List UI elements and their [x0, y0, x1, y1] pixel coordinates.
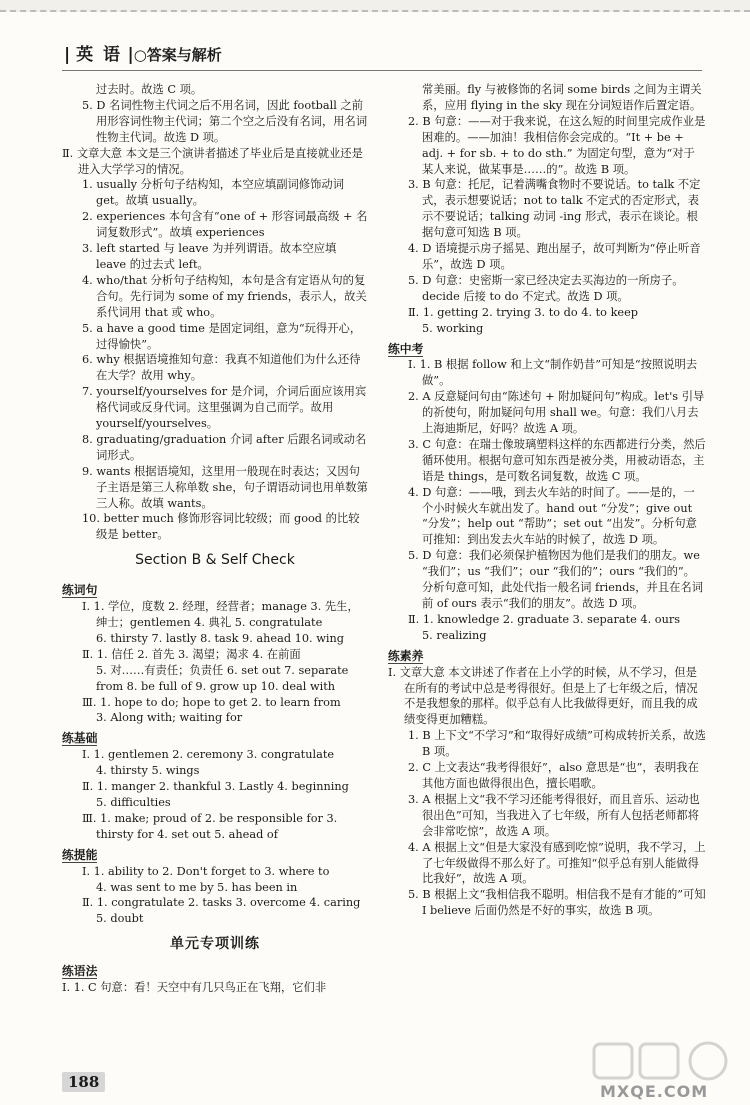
- left-column-line: 4. was sent to me by 5. has been in: [96, 880, 298, 894]
- right-column: [388, 82, 706, 919]
- left-column-line: Ⅰ. 1. 学位，度数 2. 经理，经营者；manage 3. 先生，绅士；gentlemen 4. 典礼 5. congratulate: [82, 600, 359, 629]
- left-column-line: Ⅰ. 1. ability to 2. Don't forget to 3. where to: [82, 864, 330, 878]
- right-column-line: 1. B 上下文“不学习”和“取得好成绩”可构成转折关系，故选 B 项。: [408, 729, 706, 759]
- right-column-line: 3. A 根据上文“我不学习还能考得很好，而且音乐、运动也很出色”可知，当我进入了七年级，所有人包括老师都将会非常吃惊”，故选 A 项。: [408, 792, 700, 838]
- right-column-line: 5. D 句意：我们必须保护植物因为他们是我们的朋友。we “我们”；us “我们”；our “我们的”；ours “我们的”。分析句意可知，此处代指一般名词 friends，并且在名词前 of ours 表示“我们的朋友”。故选 D 项。: [408, 549, 704, 610]
- right-column-line: 5. B 根据上文“我相信我不聪明。相信我不是有才能的”可知 I believe 后面仍然是不好的事实，故选 B 项。: [408, 888, 706, 918]
- header-rule: [62, 70, 702, 71]
- left-column-line: 练提能: [62, 847, 98, 862]
- left-column-line: Ⅱ. 1. congratulate 2. tasks 3. overcome 4. caring: [82, 896, 361, 910]
- left-column-line: Section B & Self Check: [135, 552, 295, 569]
- page-number: 188: [62, 1072, 105, 1092]
- right-column-line: Ⅱ. 1. knowledge 2. graduate 3. separate 4. ours: [408, 612, 681, 626]
- right-column-line: 5. working: [422, 321, 484, 335]
- right-column-line: 练素养: [388, 648, 424, 663]
- subsection-heading: [62, 578, 368, 599]
- left-column-line: 4. thirsty 5. wings: [96, 764, 200, 778]
- watermark-site: MXQE.COM: [600, 1082, 709, 1101]
- left-column-line: 单元专项训练: [170, 936, 260, 953]
- left-column-line: 4. who/that 分析句子结构知，本句是含有定语从句的复合句。先行词为 some of my friends，表示人，故关系代词用 that 或 who。: [82, 273, 367, 319]
- subsection-heading: [62, 843, 368, 864]
- left-column-line: 6. why 根据语境推知句意：我真不知道他们为什么还待在大学？故用 why。: [82, 353, 361, 383]
- left-column-line: Ⅱ. 1. manger 2. thankful 3. Lastly 4. beginning: [82, 780, 349, 794]
- right-column-line: 4. A 根据上文“但是大家没有感到吃惊”说明，我不学习，上了七年级做得不那么好了。可推知“似乎总有别人能做得比我好”，故选 A 项。: [408, 840, 706, 886]
- left-column-line: Ⅱ. 1. 信任 2. 首先 3. 渴望；渴求 4. 在前面: [82, 647, 301, 661]
- left-column: [62, 82, 368, 996]
- left-column-line: Ⅰ. 1. gentlemen 2. ceremony 3. congratulate: [82, 748, 335, 762]
- right-column-line: 4. D 句意：——哦，到去火车站的时间了。——是的，一个小时候火车就出发了。hand out “分发”；give out “分发”；help out “帮助”；set out “出发”。分析句意可推知：到出发去火车站的时候了，故选 D 项。: [408, 485, 697, 547]
- right-column-line: Ⅰ. 1. B 根据 follow 和上文“制作奶昔”可知是“按照说明去做”。: [408, 358, 698, 388]
- left-column-line: 过去时。故选 C 项。: [96, 83, 203, 96]
- running-header: | 英 语 |○答案与解析: [64, 45, 222, 65]
- section-label: 答案与解析: [146, 46, 222, 64]
- right-column-line: Ⅰ. 文章大意 本文讲述了作者在上小学的时候，从不学习，但是在所有的考试中总是考得很好。但是上了七年级之后，情况不是我想象的那样。似乎总有人比我做得更好，而且我的成绩变得更加糟糕。: [388, 665, 698, 727]
- left-column-line: 10. better much 修饰形容词比较级；而 good 的比较级是 better。: [82, 512, 360, 542]
- subsection-heading: [388, 337, 706, 358]
- left-column-line: 8. graduating/graduation 介词 after 后跟名词或动名词形式。: [82, 432, 367, 462]
- left-column-line: 练语法: [62, 964, 98, 979]
- right-column-line: 练中考: [388, 341, 424, 356]
- subsection-heading: [388, 644, 706, 665]
- left-column-line: Ⅲ. 1. hope to do; hope to get 2. to learn from: [82, 695, 341, 709]
- right-column-line: 常美丽。fly 与被修饰的名词 some birds 之间为主谓关系，应用 flying in the sky 现在分词短语作后置定语。: [422, 83, 702, 112]
- left-column-line: 5. difficulties: [96, 795, 171, 809]
- left-column-line: 7. yourself/yourselves for 是介词，介词后面应该用宾格代词或反身代词。这里强调为自己而学。故用 yourself/yourselves。: [82, 385, 367, 431]
- subject-label: 英 语: [76, 45, 123, 65]
- left-column-line: 9. wants 根据语境知，这里用一般现在时表达；又因句子主语是第三人称单数 she，句子谓语动词也用单数第三人称。故填 wants。: [82, 464, 368, 510]
- right-column-line: 2. A 反意疑问句由“陈述句 + 附加疑问句”构成。let's 引导的祈使句，附加疑问句用 shall we。句意：我们八月去上海迪斯尼，好吗？故选 A 项。: [408, 390, 705, 436]
- left-column-line: 5. 对……有责任；负责任 6. set out 7. separate from 8. be full of 9. grow up 10. deal with: [96, 663, 349, 693]
- left-column-line: 2. experiences 本句含有“one of + 形容词最高级 + 名词复数形式”。故填 experiences: [82, 210, 368, 240]
- subsection-heading: [62, 726, 368, 747]
- right-column-line: 5. realizing: [422, 628, 487, 642]
- right-column-line: Ⅱ. 1. getting 2. trying 3. to do 4. to keep: [408, 305, 639, 319]
- left-column-line: Ⅱ. 文章大意 本文是三个演讲者描述了毕业后是直接就业还是进入大学学习的情况。: [62, 146, 363, 176]
- left-column-line: 6. thirsty 7. lastly 8. task 9. ahead 10. wing: [96, 631, 344, 645]
- left-column-line: Ⅲ. 1. make; proud of 2. be responsible for 3. thirsty for 4. set out 5. ahead of: [82, 811, 338, 841]
- left-column-line: 练词句: [62, 583, 98, 598]
- left-column-line: 5. a have a good time 是固定词组，意为“玩得开心，过得愉快”。: [82, 321, 362, 351]
- left-column-line: Ⅰ. 1. C 句意：看！天空中有几只鸟正在飞翔，它们非: [62, 981, 327, 995]
- right-column-line: 4. D 语境提示房子摇晃、跑出屋子，故可判断为“停止听音乐”，故选 D 项。: [408, 242, 701, 271]
- right-column-line: 5. D 句意：史密斯一家已经决定去买海边的一所房子。decide 后接 to do 不定式。故选 D 项。: [408, 273, 684, 303]
- right-column-line: 2. B 句意：——对于我来说，在这么短的时间里完成作业是困难的。——加油！我相信你会完成的。“It + be + adj. + for sb. + to do sth.” 为固定句型，意为“对于某人来说，做某事是……的”。故选 B 项。: [408, 114, 706, 176]
- left-column-line: 3. left started 与 leave 为并列谓语。故本空应填 leave 的过去式 left。: [82, 242, 337, 271]
- right-column-line: 2. C 上文表达“我考得很好”，also 意思是“也”，表明我在其他方面也做得很出色，擅长唱歌。: [408, 761, 699, 790]
- left-column-line: 5. doubt: [96, 912, 144, 926]
- right-column-line: 3. B 句意：托尼，记着满嘴食物时不要说话。to talk 不定式，表示想要说话；not to talk 不定式的否定形式，表示不要说话；talking 动词 -ing 形式，表示在谈论。根据句意可知选 B 项。: [408, 178, 701, 240]
- left-column-line: 5. D 名词性物主代词之后不用名词，因此 football 之前用形容词性物主代词；第二个空之后没有名词，用名词性物主代词。故选 D 项。: [82, 98, 368, 144]
- left-column-line: 3. Along with; waiting for: [96, 711, 243, 725]
- right-column-line: 3. C 句意：在瑞士像玻璃塑料这样的东西都进行分类，然后循环使用。根据句意可知东西是被分类，用被动语态，主语是 things，是可数名词复数，故选 C 项。: [408, 437, 706, 483]
- subsection-heading: [62, 959, 368, 980]
- left-column-line: 1. usually 分析句子结构知，本空应填副词修饰动词 get。故填 usually。: [82, 178, 344, 208]
- top-edge: [0, 0, 750, 12]
- left-column-line: 练基础: [62, 731, 98, 746]
